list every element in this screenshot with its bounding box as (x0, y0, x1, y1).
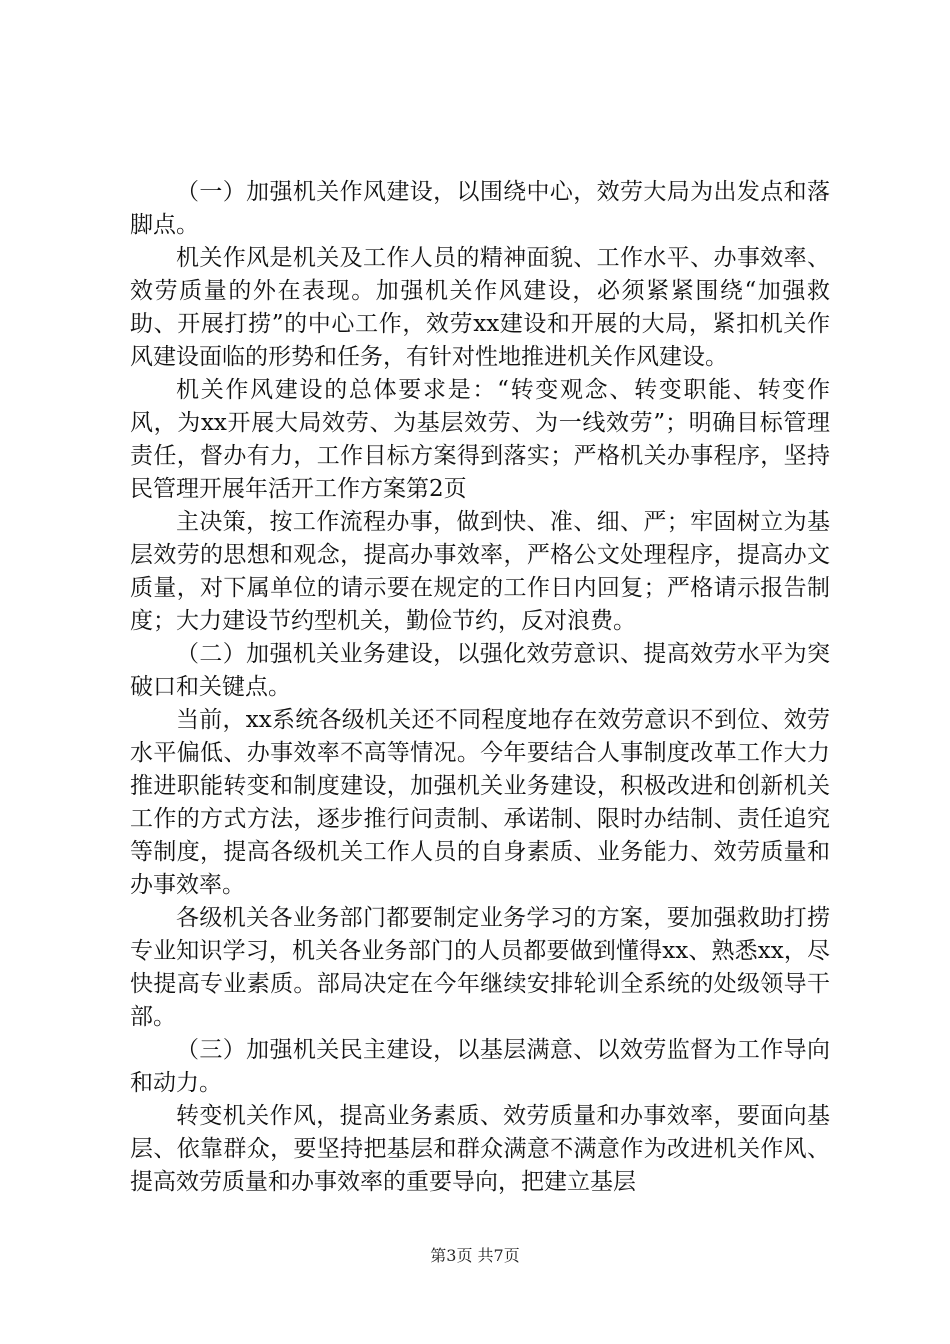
paragraph: 机关作风建设的总体要求是：“转变观念、转变职能、转变作风，为xx开展大局效劳、为基层效劳、为一线效劳”；明确目标管理责任，督办有力，工作目标方案得到落实；严格机关办事程序，坚持民管理开展年活开工作方案第2页 (130, 377, 830, 502)
document-body (130, 176, 830, 1199)
paragraph: 机关作风是机关及工作人员的精神面貌、工作水平、办事效率、效劳质量的外在表现。加强机关作风建设，必须紧紧围绕“加强救助、开展打捞”的中心工作，效劳xx建设和开展的大局，紧扣机关作风建设面临的形势和任务，有针对性地推进机关作风建设。 (130, 245, 830, 370)
heading-section-1: （一）加强机关作风建设，以围绕中心，效劳大局为出发点和落脚点。 (130, 179, 830, 238)
heading-section-3: （三）加强机关民主建设，以基层满意、以效劳监督为工作导向和动力。 (130, 1037, 830, 1096)
page-footer: 第3页 共7页 (430, 1246, 520, 1265)
paragraph: 主决策，按工作流程办事，做到快、准、细、严；牢固树立为基层效劳的思想和观念，提高办事效率，严格公文处理程序，提高办文质量，对下属单位的请示要在规定的工作日内回复；严格请示报告制度；大力建设节约型机关，勤俭节约，反对浪费。 (130, 509, 830, 634)
paragraph: 当前，xx系统各级机关还不同程度地存在效劳意识不到位、效劳水平偏低、办事效率不高等情况。今年要结合人事制度改革工作大力推进职能转变和制度建设，加强机关业务建设，积极改进和创新机关工作的方式方法，逐步推行问责制、承诺制、限时办结制、责任追究等制度，提高各级机关工作人员的自身素质、业务能力、效劳质量和办事效率。 (130, 707, 830, 898)
paragraph: 各级机关各业务部门都要制定业务学习的方案，要加强救助打捞专业知识学习，机关各业务部门的人员都要做到懂得xx、熟悉xx，尽快提高专业素质。部局决定在今年继续安排轮训全系统的处级领导干部。 (130, 905, 830, 1030)
heading-section-2: （二）加强机关业务建设，以强化效劳意识、提高效劳水平为突破口和关键点。 (130, 641, 830, 700)
paragraph: 转变机关作风，提高业务素质、效劳质量和办事效率，要面向基层、依靠群众，要坚持把基层和群众满意不满意作为改进机关作风、提高效劳质量和办事效率的重要导向，把建立基层 (130, 1103, 830, 1195)
